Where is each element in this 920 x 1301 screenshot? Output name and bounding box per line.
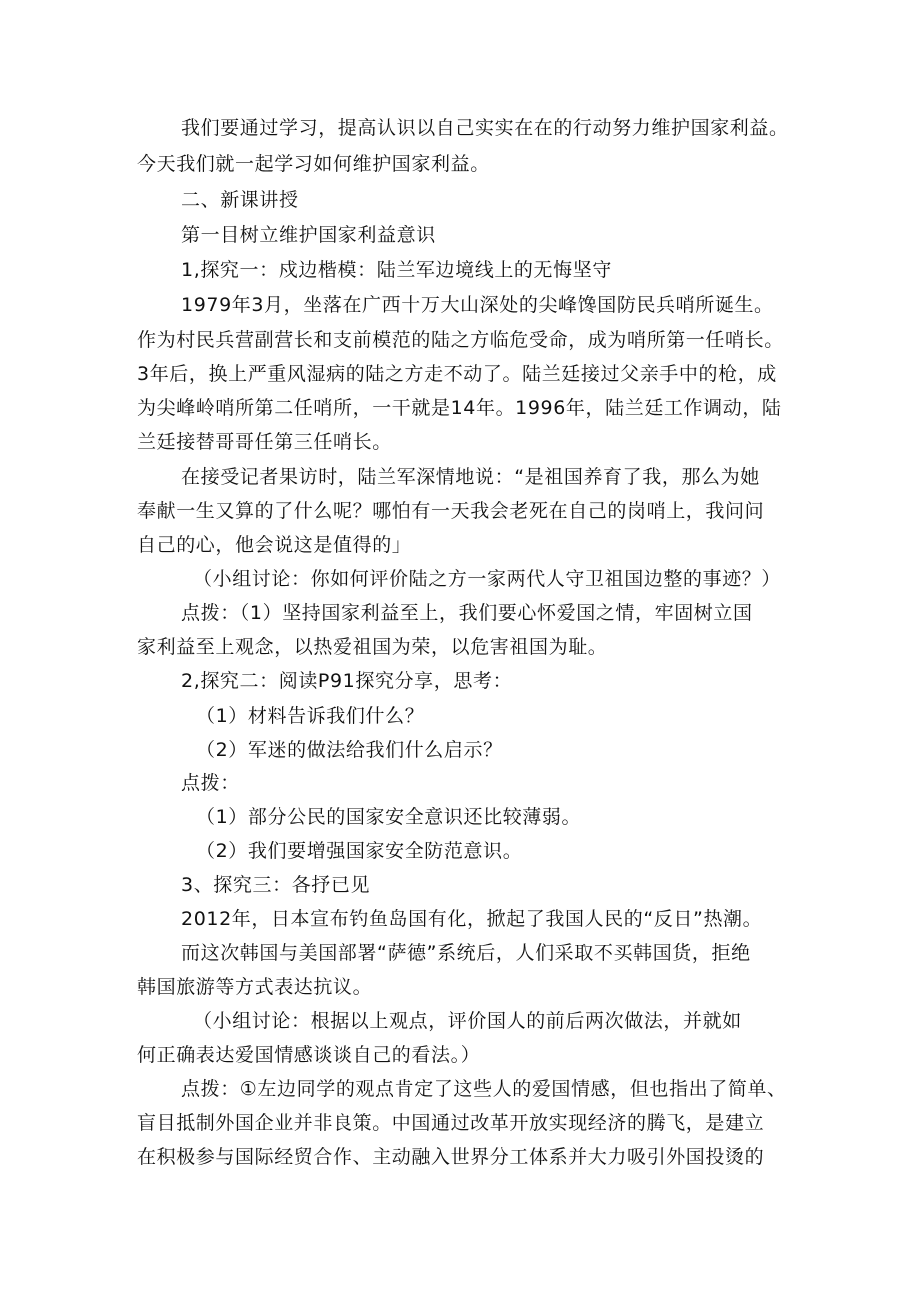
paragraph-line: 家利益至上观念，以热爱祖国为荣，以危害祖国为耻。 (137, 636, 608, 658)
paragraph-line: 自己的心，他会说这是值得的」 (137, 534, 412, 556)
paragraph-line: 2012年，日本宣布钓鱼岛国有化，掀起了我国人民的“反日”热潮。 (181, 908, 763, 930)
paragraph-line: 点拨：（1）坚持国家利益至上，我们要心怀爱国之情，牢固树立国 (181, 602, 753, 624)
paragraph-line: 奉献一生又算的了什么呢？哪怕有一天我会老死在自己的岗哨上，我问问 (137, 500, 765, 522)
paragraph-line: 我们要通过学习，提高认识以自己实实在在的行动努力维护国家利益。 (181, 117, 789, 139)
paragraph-line: 盲目抵制外国企业并非良策。中国通过改革开放实现经济的腾飞，是建立 (137, 1112, 765, 1134)
exploration-heading: 2,探究二：阅读P91探究分享，思考： (181, 670, 513, 692)
discussion-prompt: 何正确表达爱国情感谈谈自己的看法。） (137, 1044, 481, 1066)
paragraph-line: 兰廷接替哥哥任第三任哨长。 (137, 431, 392, 453)
paragraph-line: 在接受记者果访时，陆兰军深情地说：“是祖国养育了我，那么为她 (181, 466, 760, 488)
exploration-heading: 1,探究一：戍边楷模：陆兰军边境线上的无悔坚守 (181, 259, 612, 281)
paragraph-line: 点拨：①左边同学的观点肯定了这些人的爱国情感，但也指出了简单、 (181, 1078, 787, 1100)
exploration-heading: 3、探究三：各抒已见 (181, 874, 371, 896)
discussion-prompt: （小组讨论：根据以上观点，评价国人的前后两次做法，并就如 (193, 1010, 742, 1032)
question-item: （2）军迷的做法给我们什么启示？ (196, 739, 503, 761)
paragraph-line: 点拨： (181, 772, 240, 794)
answer-item: （2）我们要增强国家安全防范意识。 (196, 840, 523, 862)
paragraph-line: 今天我们就一起学习如何维护国家利益。 (137, 153, 490, 175)
paragraph-line: 而这次韩国与美国部署“萨德”系统后，人们采取不买韩国货，拒绝 (181, 942, 751, 964)
discussion-prompt: （小组讨论：你如何评价陆之方一家两代人守卫祖国边整的事迹？） (193, 568, 782, 590)
paragraph-line: 为尖峰岭哨所第二任哨所，一干就是14年。1996年，陆兰廷工作调动，陆 (137, 397, 782, 419)
paragraph-line: 作为村民兵营副营长和支前模范的陆之方临危受命，成为哨所第一任哨长。 (137, 329, 784, 351)
paragraph-line: 1979年3月，坐落在广西十万大山深处的尖峰馋国防民兵哨所诞生。 (181, 294, 774, 316)
subsection-heading: 第一目树立维护国家利益意识 (181, 224, 436, 246)
paragraph-line: 3年后，换上严重风湿病的陆之方走不动了。陆兰廷接过父亲手中的枪，成 (137, 363, 777, 385)
answer-item: （1）部分公民的国家安全意识还比较薄弱。 (196, 806, 582, 828)
question-item: （1）材料告诉我们什么？ (196, 705, 425, 727)
paragraph-line: 在积极参与国际经贸合作、主动融入世界分工体系并大力吸引外国投烫的 (137, 1146, 765, 1168)
paragraph-line: 韩国旅游等方式表达抗议。 (137, 976, 373, 998)
section-heading: 二、新课讲授 (181, 189, 299, 211)
